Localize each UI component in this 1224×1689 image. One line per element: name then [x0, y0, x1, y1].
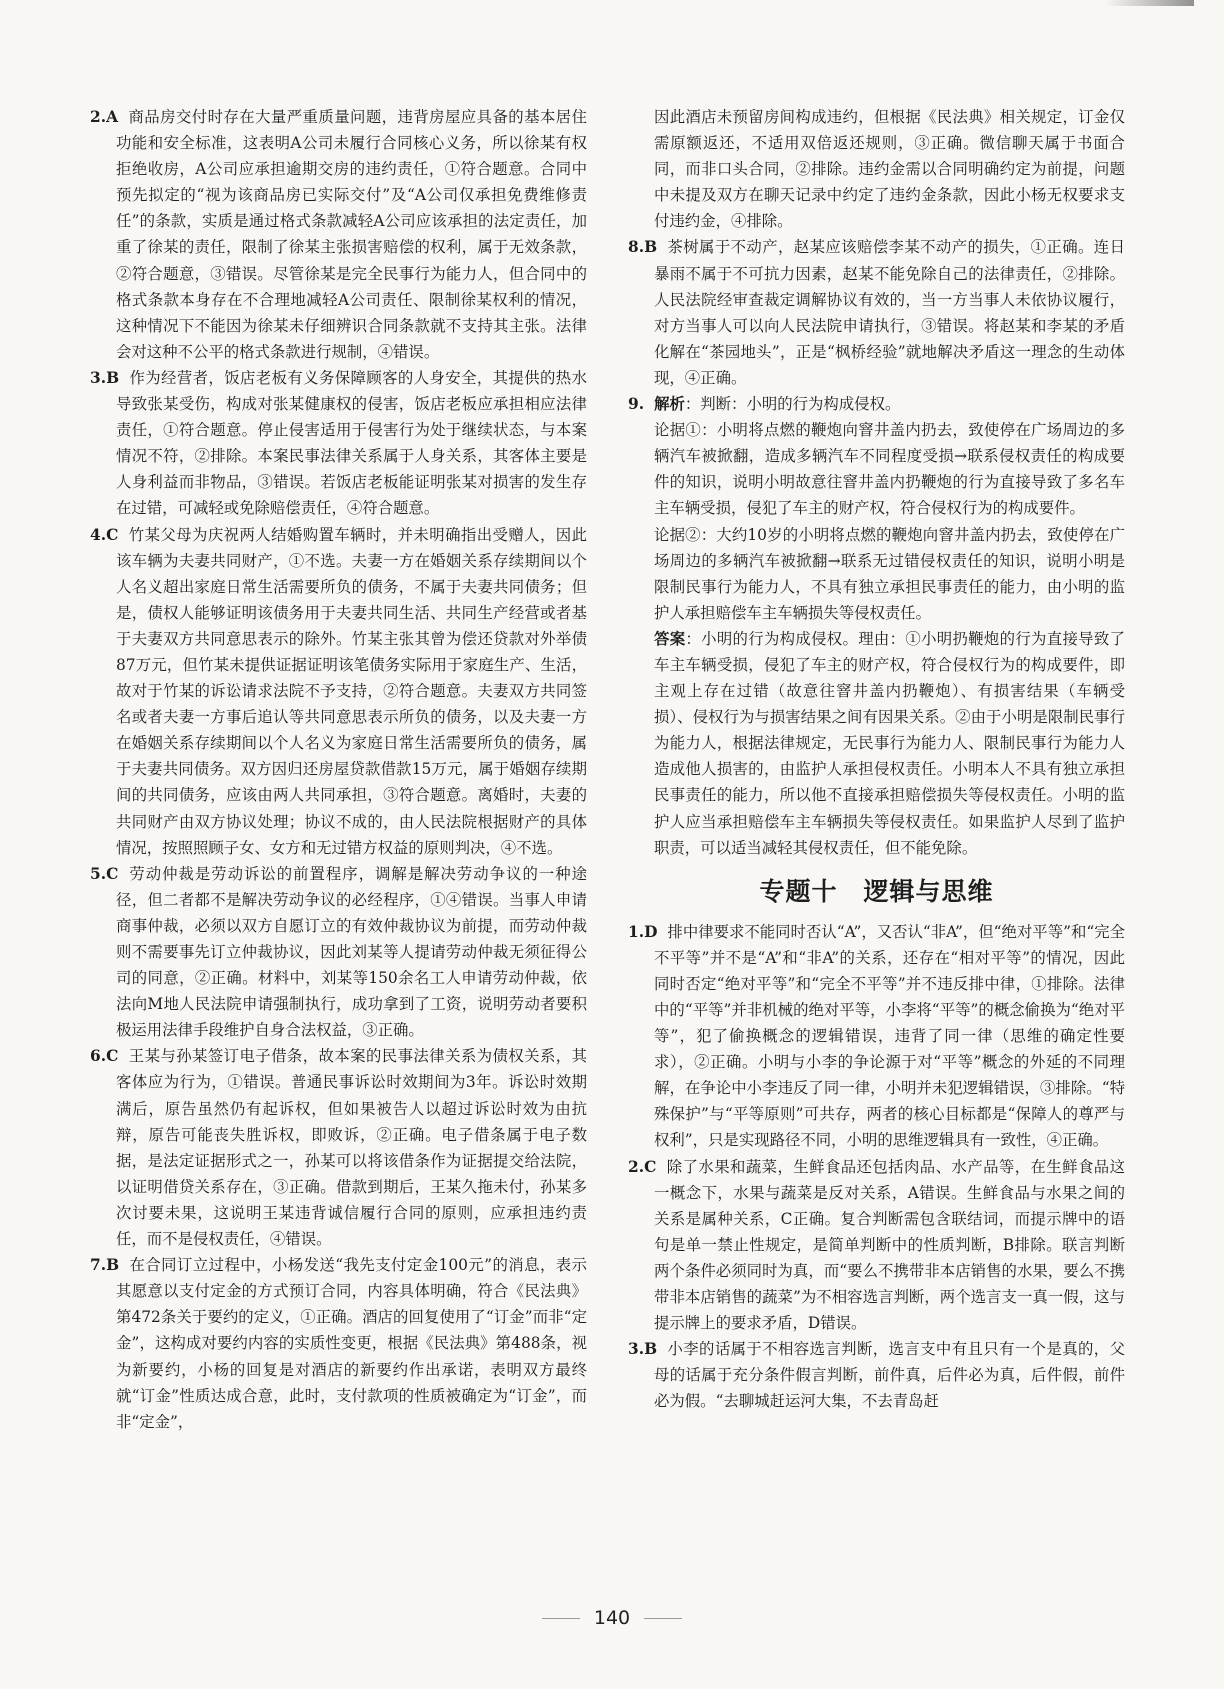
analysis-label: 解析 — [654, 395, 685, 414]
item-text: 茶树属于不动产，赵某应该赔偿李某不动产的损失，①正确。连日暴雨不属于不可抗力因素，赵某不能免除自己的法律责任，②排除。人民法院经审查裁定调解协议有效的，当一方当事人未依协议履行，对方当事人可以向人民法院申请执行，③错误。将赵某和李某的矛盾化解在“茶园地头”，正是“枫桥经验”就地解决矛盾这一理念的生动体现，④正确。 — [654, 238, 1125, 387]
footer-dash-left — [542, 1618, 580, 1619]
item-number: 3.B — [628, 1340, 658, 1359]
scan-edge-shadow — [1104, 0, 1194, 6]
answer-item-3 — [90, 365, 587, 522]
item-text: 竹某父母为庆祝两人结婚购置车辆时，并未明确指出受赠人，因此该车辆为夫妻共同财产，①不选。夫妻一方在婚姻关系存续期间以个人名义超出家庭日常生活需要所负的债务，不属于夫妻共同债务；但是，债权人能够证明该债务用于夫妻共同生活、共同生产经营或者基于夫妻双方共同意思表示的除外。竹某主张其曾为偿还贷款对外举债87万元，但竹某未提供证据证明该笔债务实际用于家庭生产、生活，故对于竹某的诉讼请求法院不予支持，②符合题意。夫妻双方共同签名或者夫妻一方事后追认等共同意思表示所负的债务，以及夫妻一方在婚姻关系存续期间以个人名义为家庭日常生活需要所负的债务，属于夫妻共同债务。双方因归还房屋贷款借款15万元，属于婚姻存续期间的共同债务，应该由两人共同承担，③符合题意。离婚时，夫妻的共同财产由双方协议处理；协议不成的，由人民法院根据财产的具体情况，按照照顾子女、女方和无过错方权益的原则判决，④不选。 — [116, 525, 587, 857]
item-text: 王某与孙某签订电子借条，故本案的民事法律关系为债权关系，其客体应为行为，①错误。普通民事诉讼时效期间为3年。诉讼时效期满后，原告虽然仍有起诉权，但如果被告人以超过诉讼时效为由抗辩，原告可能丧失胜诉权，即败诉，②正确。电子借条属于电子数据，是法定证据形式之一，孙某可以将该借条作为证据提交给法院，以证明借贷关系存在，③正确。借款到期后，王某久拖未付，孙某多次讨要未果，这说明王某违背诚信履行合同的原则，应承担违约责任，而不是侵权责任，④错误。 — [116, 1047, 587, 1249]
item-number: 5.C — [90, 864, 119, 883]
topic10-item-3 — [628, 1336, 1125, 1414]
answer-item-4 — [90, 522, 587, 861]
item-text: 在合同订立过程中，小杨发送“我先支付定金100元”的消息，表示其愿意以支付定金的方式预订合同，内容具体明确，符合《民法典》第472条关于要约的定义，①正确。酒店的回复使用了“订金”而非“定金”，这构成对要约内容的实质性变更，根据《民法典》第488条，视为新要约，小杨的回复是对酒店的新要约作出承诺，表明双方最终就“订金”性质达成合意，此时，支付款项的性质被确定为“订金”，而非“定金”， — [116, 1256, 587, 1431]
right-column — [628, 104, 1125, 1415]
item-text: 劳动仲裁是劳动诉讼的前置程序，调解是解决劳动争议的一种途径，但二者都不是解决劳动争议的必经程序，①④错误。当事人申请商事仲裁，必须以双方自愿订立的有效仲裁协议为前提，而劳动仲裁则不需要事先订立仲裁协议，因此刘某等人提请劳动仲裁无须征得公司的同意，②正确。材料中，刘某等150余名工人申请劳动仲裁，依法向M地人民法院申请强制执行，成功拿到了工资，说明劳动者要积极运用法律手段维护自身合法权益，③正确。 — [116, 864, 587, 1040]
answer-item-9 — [628, 391, 1125, 417]
answer-paragraph — [628, 626, 1125, 861]
item-number: 7.B — [90, 1256, 120, 1275]
item-number: 3.B — [90, 368, 120, 387]
item-number: 2.C — [628, 1157, 657, 1176]
argument-1: 论据①：小明将点燃的鞭炮向窨井盖内扔去，致使停在广场周边的多辆汽车被掀翻，造成多辆汽车不同程度受损→联系侵权责任的构成要件的知识，说明小明故意往窨井盖内扔鞭炮的行为直接导致了多名车主车辆受损，侵犯了车主的财产权，符合侵权行为的构成要件。 — [654, 421, 1125, 518]
argument-2: 论据②：大约10岁的小明将点燃的鞭炮向窨井盖内扔去，致使停在广场周边的多辆汽车被掀翻→联系无过错侵权责任的知识，说明小明是限制民事行为能力人，不具有独立承担民事责任的能力，由小明的监护人承担赔偿车主车辆损失等侵权责任。 — [654, 525, 1125, 622]
answer-label: 答案 — [654, 629, 686, 648]
item-text: 除了水果和蔬菜，生鲜食品还包括肉品、水产品等，在生鲜食品这一概念下，水果与蔬菜是反对关系，A错误。生鲜食品与水果之间的关系是属种关系，C正确。复合判断需包含联结词，而提示牌中的语句是单一禁止性规定，是简单判断中的性质判断，B排除。联言判断两个条件必须同时为真，而“要么不携带非本店销售的水果，要么不携带非本店销售的蔬菜”为不相容选言判断，两个选言支一真一假，这与提示牌上的要求矛盾，D错误。 — [654, 1157, 1125, 1333]
item-text: 小李的话属于不相容选言判断，选言支中有且只有一个是真的，父母的话属于充分条件假言判断，前件真，后件必为真，后件假，前件必为假。“去聊城赶运河大集，不去青岛赶 — [654, 1340, 1125, 1411]
item-number: 2.A — [90, 108, 119, 126]
item-text: 作为经营者，饭店老板有义务保障顾客的人身安全，其提供的热水导致张某受伤，构成对张某健康权的侵害，饭店老板应承担相应法律责任，①符合题意。停止侵害适用于侵害行为处于继续状态，与本案情况不符，②排除。本案民事法律关系属于人身关系，其客体主要是人身利益而非物品，③错误。若饭店老板能证明张某对损害的发生存在过错，可减轻或免除赔偿责任，④符合题意。 — [116, 368, 587, 518]
footer-dash-right — [644, 1618, 682, 1619]
topic10-item-2 — [628, 1154, 1125, 1337]
item-number: 1.D — [628, 922, 658, 941]
answer-item-5 — [90, 861, 587, 1044]
topic10-item-1 — [628, 919, 1125, 1154]
item-text: 排中律要求不能同时否认“A”，又否认“非A”，但“绝对平等”和“完全不平等”并不是“A”和“非A”的关系，还存在“相对平等”的情况，因此同时否定“绝对平等”和“完全不平等”并不违反排中律，①排除。法律中的“平等”并非机械的绝对平等，小李将“平等”的概念偷换为“绝对平等”，犯了偷换概念的逻辑错误，违背了同一律（思维的确定性要求），②正确。小明与小李的争论源于对“平等”概念的外延的不同理解，在争论中小李违反了同一律，小明并未犯逻辑错误，③排除。“特殊保护”与“平等原则”可共存，两者的核心目标都是“保障人的尊严与权利”，只是实现路径不同，小明的思维逻辑具有一致性，④正确。 — [654, 922, 1125, 1150]
item-text: 商品房交付时存在大量严重质量问题，违背房屋应具备的基本居住功能和安全标准，这表明A公司未履行合同核心义务，所以徐某有权拒绝收房，A公司应承担逾期交房的违约责任，①符合题意。合同中预先拟定的“视为该商品房已实际交付”及“A公司仅承担免费维修责任”的条款，实质是通过格式条款减轻A公司应该承担的法定责任，加重了徐某的责任，限制了徐某主张损害赔偿的权利，属于无效条款，②符合题意，③错误。尽管徐某是完全民事行为能力人，但合同中的格式条款本身存在不合理地减轻A公司责任、限制徐某权利的情况，这种情况下不能因为徐某未仔细辨识合同条款就不支持其主张。法律会对这种不公平的格式条款进行规制，④错误。 — [116, 108, 587, 361]
answer-item-7 — [90, 1252, 587, 1435]
page-number: 140 — [593, 1607, 631, 1629]
answer-item-8 — [628, 234, 1125, 391]
left-column — [90, 104, 587, 1435]
item-number: 9. — [628, 395, 645, 414]
section-title: 专题十 逻辑与思维 — [759, 876, 994, 906]
answer-text: ：小明的行为构成侵权。理由：①小明扔鞭炮的行为直接导致了车主车辆受损，侵犯了车主的财产权，符合侵权行为的构成要件，即主观上存在过错（故意往窨井盖内扔鞭炮）、有损害结果（车辆受损）、侵权行为与损害结果之间有因果关系。②由于小明是限制民事行为能力人，根据法律规定，无民事行为能力人、限制民事行为能力人造成他人损害的，由监护人承担侵权责任。小明本人不具有独立承担民事责任的能力，所以他不直接承担赔偿损失等侵权责任。小明的监护人应当承担赔偿车主车辆损失等侵权责任。如果监护人尽到了监护职责，可以适当减轻其侵权责任，但不能免除。 — [654, 629, 1125, 857]
item-number: 8.B — [628, 238, 658, 257]
page-footer — [0, 1607, 1224, 1629]
answer-item-2 — [90, 104, 587, 365]
analysis-text: ：判断：小明的行为构成侵权。 — [684, 395, 901, 414]
answer-item-6 — [90, 1043, 587, 1252]
item-7-continuation: 因此酒店未预留房间构成违约，但根据《民法典》相关规定，订金仅需原额返还，不适用双倍返还规则，③正确。微信聊天属于书面合同，而非口头合同，②排除。违约金需以合同明确约定为前提，问题中未提及双方在聊天记录中约定了违约金条款，因此小杨无权要求支付违约金，④排除。 — [654, 108, 1125, 231]
item-number: 6.C — [90, 1047, 119, 1066]
item-number: 4.C — [90, 525, 119, 544]
